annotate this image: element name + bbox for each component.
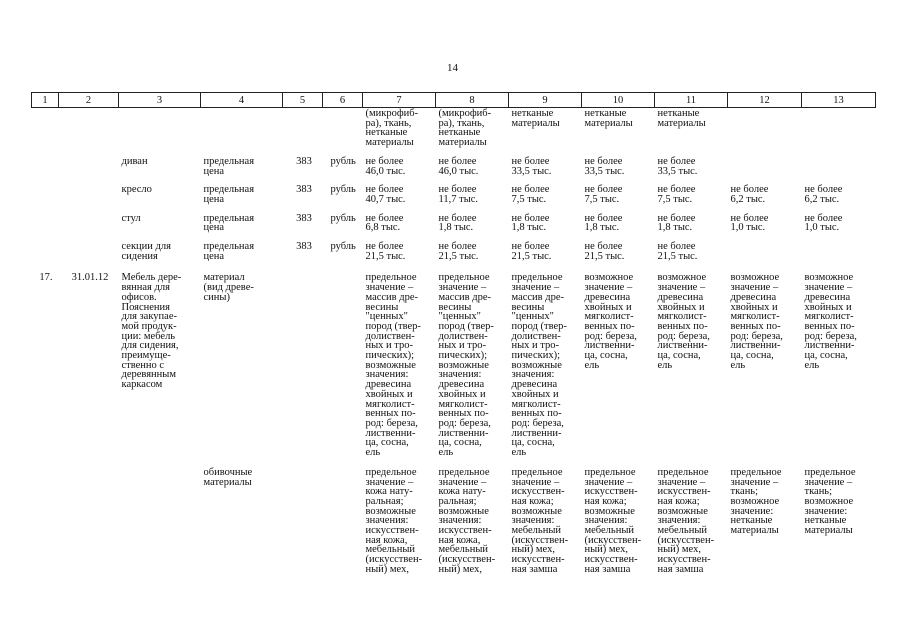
table-cell: не более 21,5 тыс.: [657, 241, 698, 262]
table-cell: 12: [728, 93, 802, 108]
table-row: [32, 148, 876, 176]
table-cell: предельное значение – массив дре- весины "ценных" пород (твер- долиствен- ных и тро- пических); возможные значения: древесина хвойных и мягколист- венных по- род: береза, лиственни- ца, сосна, ель: [438, 272, 494, 458]
table-cell: не более 11,7 тыс.: [438, 184, 479, 205]
table-cell: 6: [323, 93, 363, 108]
table-cell: рубль: [330, 155, 356, 167]
table-cell: предельная цена: [203, 212, 255, 234]
table-cell: 383: [296, 184, 312, 196]
table-cell: не более 40,7 тыс.: [365, 184, 406, 205]
table-cell: материал (вид древе- сины): [203, 272, 254, 303]
table-cell: предельное значение – массив дре- весины "ценных" пород (твер- долиствен- ных и тро- пических); возможные значения: древесина хвойных и мягколист- венных по- род: береза, лиственни- ца, сосна, ель: [365, 272, 421, 458]
table-cell: возможное значение – древесина хвойных и мягколист- венных по- род: береза, лиственни- ца, сосна, ель: [730, 272, 783, 371]
table-cell: 1: [32, 93, 59, 108]
table-cell: [32, 205, 59, 233]
table-cell: не более 1,0 тыс.: [730, 212, 769, 234]
table-cell: 11: [655, 93, 728, 108]
table-row: [32, 176, 876, 204]
table-cell: возможное значение – древесина хвойных и мягколист- венных по- род: береза, лиственни- ца, сосна, ель: [584, 272, 637, 371]
table-cell: [59, 148, 119, 176]
table-row: [32, 205, 876, 233]
table-cell: [283, 458, 323, 575]
table-cell: обивочные материалы: [203, 466, 253, 488]
table-cell: 8: [436, 93, 509, 108]
table-cell: 383: [296, 241, 312, 253]
table-cell: не более 33,5 тыс.: [657, 155, 698, 177]
table-cell: стул: [121, 212, 141, 224]
table-row-upholstery: [32, 458, 876, 575]
table-cell: [728, 148, 802, 176]
table-cell: предельное значение – ткань; возможное значение: нетканые материалы: [730, 466, 782, 537]
table-cell: предельное значение – искусствен- ная кожа; возможные значения: мебельный (искусствен- ный) мех, искусствен- ная замша: [584, 466, 642, 575]
table-row: [32, 233, 876, 261]
table-cell: предельное значение – кожа нату- ральная; возможные значения: искусствен- ная кожа, мебельный (искусствен- ный) мех,: [365, 466, 423, 575]
table-cell: 5: [283, 93, 323, 108]
table-cell: предельное значение – искусствен- ная кожа; возможные значения: мебельный (искусствен- ный) мех, искусствен- ная замша: [657, 466, 715, 575]
table-cell: не более 6,8 тыс.: [365, 212, 404, 234]
table-cell: (микрофиб- ра), ткань, нетканые материалы: [365, 108, 419, 148]
table-cell: не более 46,0 тыс.: [365, 155, 406, 177]
table-cell: [32, 148, 59, 176]
table-cell: 10: [582, 93, 655, 108]
table-cell: возможное значение – древесина хвойных и мягколист- венных по- род: береза, лиственни- ца, сосна, ель: [657, 272, 710, 371]
table-cell: [59, 205, 119, 233]
table-cell: не более 7,5 тыс.: [657, 184, 696, 205]
table-cell: не более 1,0 тыс.: [804, 212, 843, 234]
table-cell: нетканые материалы: [657, 108, 706, 129]
table-cell: не более 21,5 тыс.: [511, 241, 552, 262]
table-cell: диван: [121, 155, 148, 167]
table-cell: [32, 176, 59, 204]
table-cell: [59, 176, 119, 204]
table-row-17: [32, 261, 876, 457]
table-cell: [728, 108, 802, 148]
table-cell: не более 6,2 тыс.: [730, 184, 769, 205]
table-cell: возможное значение – древесина хвойных и мягколист- венных по- род: береза, лиственни- ца, сосна, ель: [804, 272, 857, 371]
table-cell: [59, 458, 119, 575]
table-cell: не более 33,5 тыс.: [584, 155, 625, 177]
table-cell: [728, 233, 802, 261]
table-cell: секции для сидения: [121, 241, 171, 262]
table-cell: рубль: [330, 212, 356, 224]
table-cell: 13: [802, 93, 876, 108]
page-number: 14: [447, 62, 458, 74]
table-cell: не более 21,5 тыс.: [438, 241, 479, 262]
table-cell: [32, 233, 59, 261]
table-cell: (микрофиб- ра), ткань, нетканые материалы: [438, 108, 492, 148]
table-cell: предельное значение – кожа нату- ральная; возможные значения: искусствен- ная кожа, мебельный (искусствен- ный) мех,: [438, 466, 496, 575]
table-cell: не более 1,8 тыс.: [657, 212, 696, 234]
table-cell: [802, 148, 876, 176]
table-cell: предельная цена: [203, 241, 255, 262]
table-cell: не более 1,8 тыс.: [438, 212, 477, 234]
table-cell: рубль: [330, 241, 356, 253]
table-cell: [32, 108, 59, 148]
table-cell: нетканые материалы: [584, 108, 633, 129]
table-cell: предельная цена: [203, 184, 255, 205]
table-cell: 383: [296, 155, 312, 167]
table-cell: [802, 233, 876, 261]
table-cell: нетканые материалы: [511, 108, 560, 129]
table-cell: 2: [59, 93, 119, 108]
table-cell: не более 46,0 тыс.: [438, 155, 479, 177]
table-cell: [59, 108, 119, 148]
table-cell: предельное значение – ткань; возможное значение: нетканые материалы: [804, 466, 856, 537]
table-cell: [323, 261, 363, 457]
table-cell: кресло: [121, 184, 152, 196]
table-cell: предельное значение – искусствен- ная кожа; возможные значения: мебельный (искусствен- ный) мех, искусствен- ная замша: [511, 466, 569, 575]
table-cell: не более 6,2 тыс.: [804, 184, 843, 205]
table-cell: не более 1,8 тыс.: [584, 212, 623, 234]
table-cell: [283, 108, 323, 148]
table-cell: Мебель дере- вянная для офисов. Пояснения для закупае- мой продук- ции: мебель для сидения, преимуще- ственно с деревянным каркасом: [121, 272, 182, 391]
table-cell: не более 33,5 тыс.: [511, 155, 552, 177]
table-cell: [32, 458, 59, 575]
table-cell: [59, 233, 119, 261]
table-cell: 4: [201, 93, 283, 108]
table-cell: не более 7,5 тыс.: [511, 184, 550, 205]
table-cell: [802, 108, 876, 148]
table-cell: не более 21,5 тыс.: [365, 241, 406, 262]
table-cell: [323, 458, 363, 575]
table-row-continuation: [32, 108, 876, 148]
table-cell: предельное значение – массив дре- весины "ценных" пород (твер- долиствен- ных и тро- пических); возможные значения: древесина хвойных и мягколист- венных по- род: береза, лиственни- ца, сосна, ель: [511, 272, 567, 458]
table-cell: не более 1,8 тыс.: [511, 212, 550, 234]
table-cell: [323, 108, 363, 148]
table-cell: 31.01.12: [71, 272, 109, 284]
table-cell: [283, 261, 323, 457]
table-cell: 9: [509, 93, 582, 108]
table-header-row: [32, 93, 876, 108]
characteristics-table: [31, 92, 876, 575]
table-cell: [119, 108, 201, 148]
table-cell: 3: [119, 93, 201, 108]
table-cell: 383: [296, 212, 312, 224]
table-cell: предельная цена: [203, 155, 255, 177]
table-cell: [201, 108, 283, 148]
table-cell: не более 21,5 тыс.: [584, 241, 625, 262]
table-cell: 17.: [39, 272, 53, 284]
table-cell: рубль: [330, 184, 356, 196]
table-cell: [119, 458, 201, 575]
table-cell: не более 7,5 тыс.: [584, 184, 623, 205]
table-cell: 7: [363, 93, 436, 108]
